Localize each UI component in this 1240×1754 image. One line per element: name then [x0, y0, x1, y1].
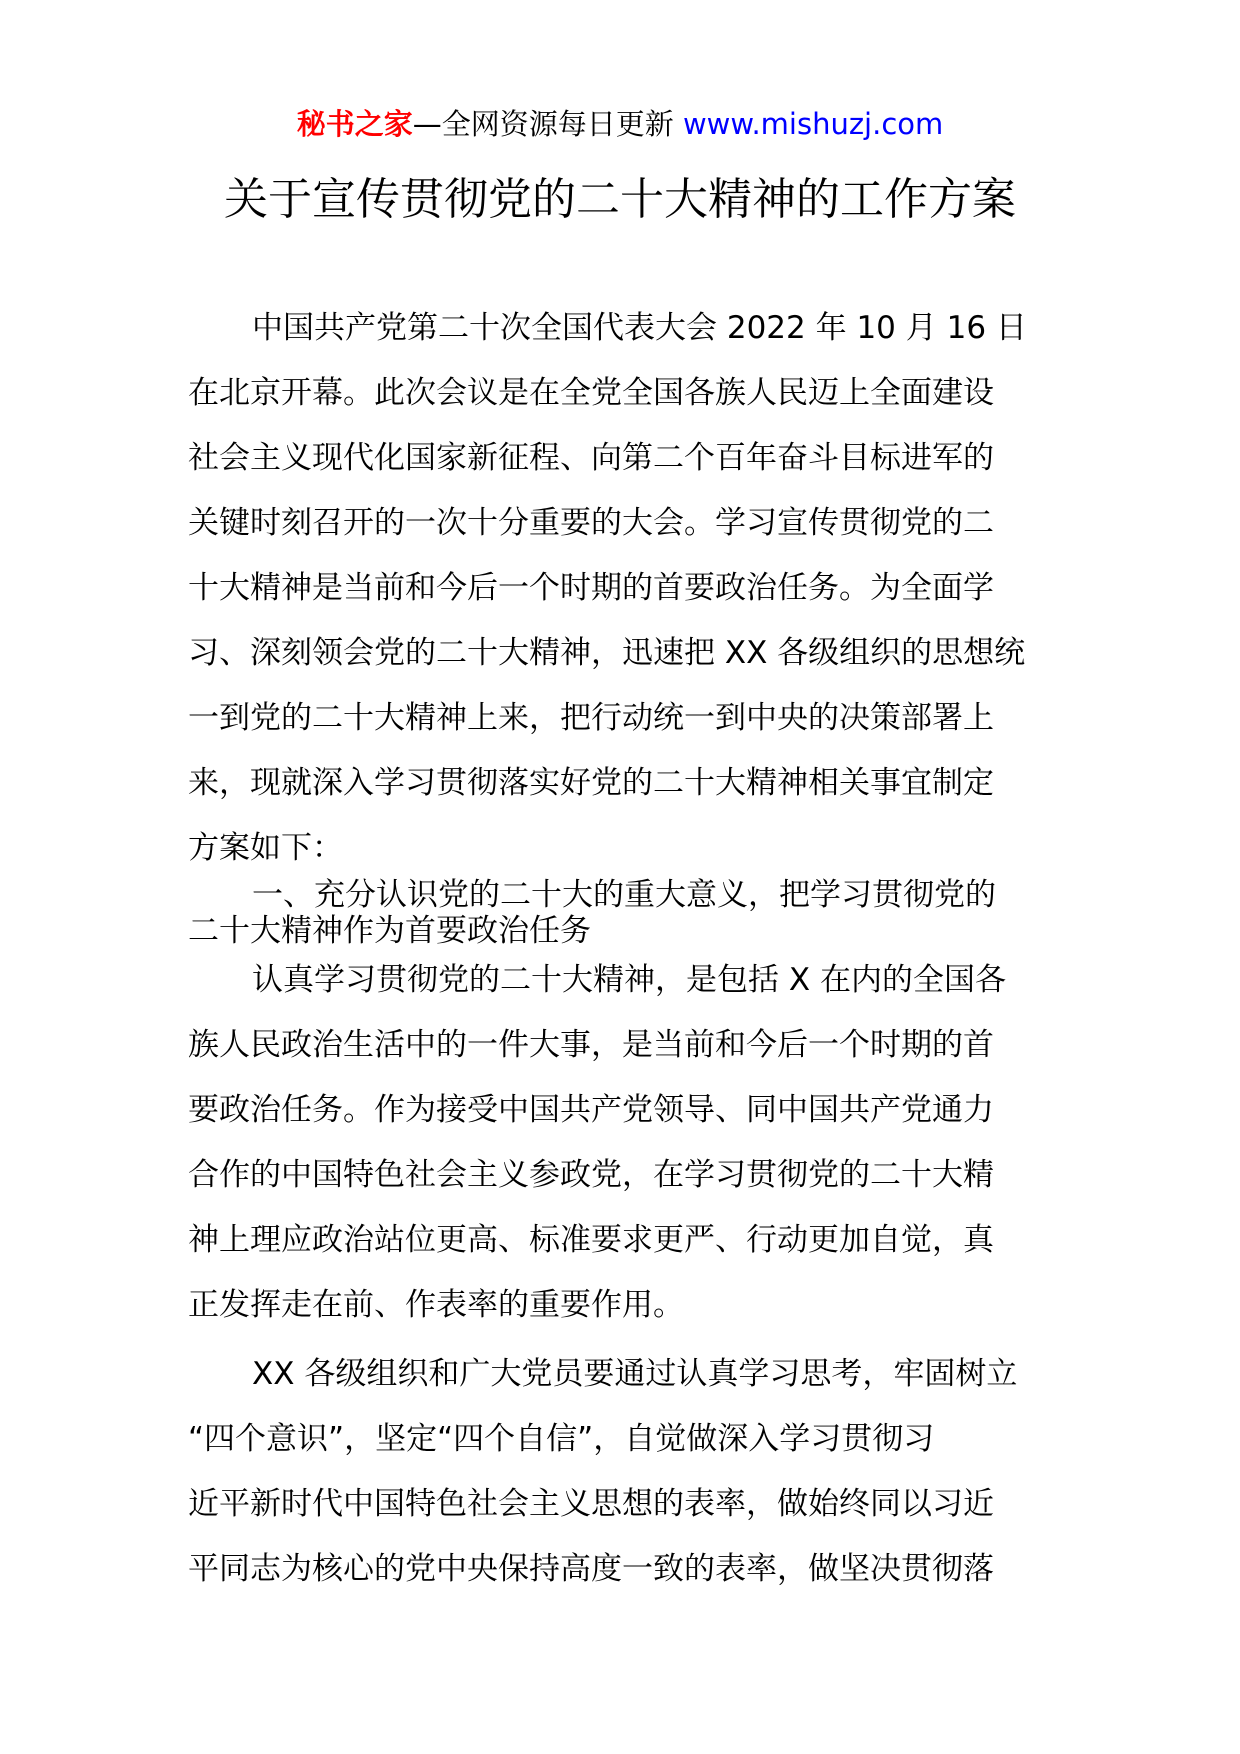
text-line: 社会主义现代化国家新征程、向第二个百年奋斗目标进军的: [188, 440, 994, 476]
header-tagline: —全网资源每日更新: [412, 107, 683, 141]
text-line: 正发挥走在前、作表率的重要作用。: [188, 1287, 684, 1323]
document-title: 关于宣传贯彻党的二十大精神的工作方案: [224, 174, 1016, 225]
text-line: 平同志为核心的党中央保持高度一致的表率，做坚决贯彻落: [188, 1551, 994, 1587]
text-line: 十大精神是当前和今后一个时期的首要政治任务。为全面学: [188, 570, 994, 606]
text-line: 近平新时代中国特色社会主义思想的表率，做始终同以习近: [188, 1486, 994, 1522]
text-line: 要政治任务。作为接受中国共产党领导、同中国共产党通力: [188, 1092, 994, 1128]
text-line: XX 各级组织和广大党员要通过认真学习思考，牢固树立: [252, 1356, 1018, 1392]
text-line: 在北京开幕。此次会议是在全党全国各族人民迈上全面建设: [188, 375, 994, 411]
text-line: 一到党的二十大精神上来，把行动统一到中央的决策部署上: [188, 700, 994, 736]
paragraph-section1-body: [188, 948, 1068, 1338]
paragraph-intro: [188, 296, 1068, 881]
text-line: 认真学习贯彻党的二十大精神，是包括 X 在内的全国各: [252, 962, 1006, 998]
site-url-link[interactable]: www.mishuzj.com: [682, 107, 944, 141]
text-line: 来，现就深入学习贯彻落实好党的二十大精神相关事宜制定: [188, 765, 994, 801]
heading-line: 一、充分认识党的二十大的重大意义，把学习贯彻党的: [252, 877, 996, 913]
text-line: 族人民政治生活中的一件大事，是当前和今后一个时期的首: [188, 1027, 994, 1063]
section-heading-1: [188, 877, 1068, 949]
heading-line: 二十大精神作为首要政治任务: [188, 913, 591, 949]
text-line: 神上理应政治站位更高、标准要求更严、行动更加自觉，真: [188, 1222, 994, 1258]
text-line: 方案如下：: [188, 830, 343, 866]
text-line: “四个意识”，坚定“四个自信”，自觉做深入学习贯彻习: [188, 1421, 935, 1457]
brand-name: 秘书之家: [296, 107, 413, 141]
paragraph-section1-continued: [188, 1342, 1068, 1602]
site-header: [0, 104, 1240, 144]
text-line: 中国共产党第二十次全国代表大会 2022 年 10 月 16 日: [252, 310, 1027, 346]
text-line: 关键时刻召开的一次十分重要的大会。学习宣传贯彻党的二: [188, 505, 994, 541]
text-line: 习、深刻领会党的二十大精神，迅速把 XX 各级组织的思想统: [188, 635, 1026, 671]
text-line: 合作的中国特色社会主义参政党，在学习贯彻党的二十大精: [188, 1157, 994, 1193]
